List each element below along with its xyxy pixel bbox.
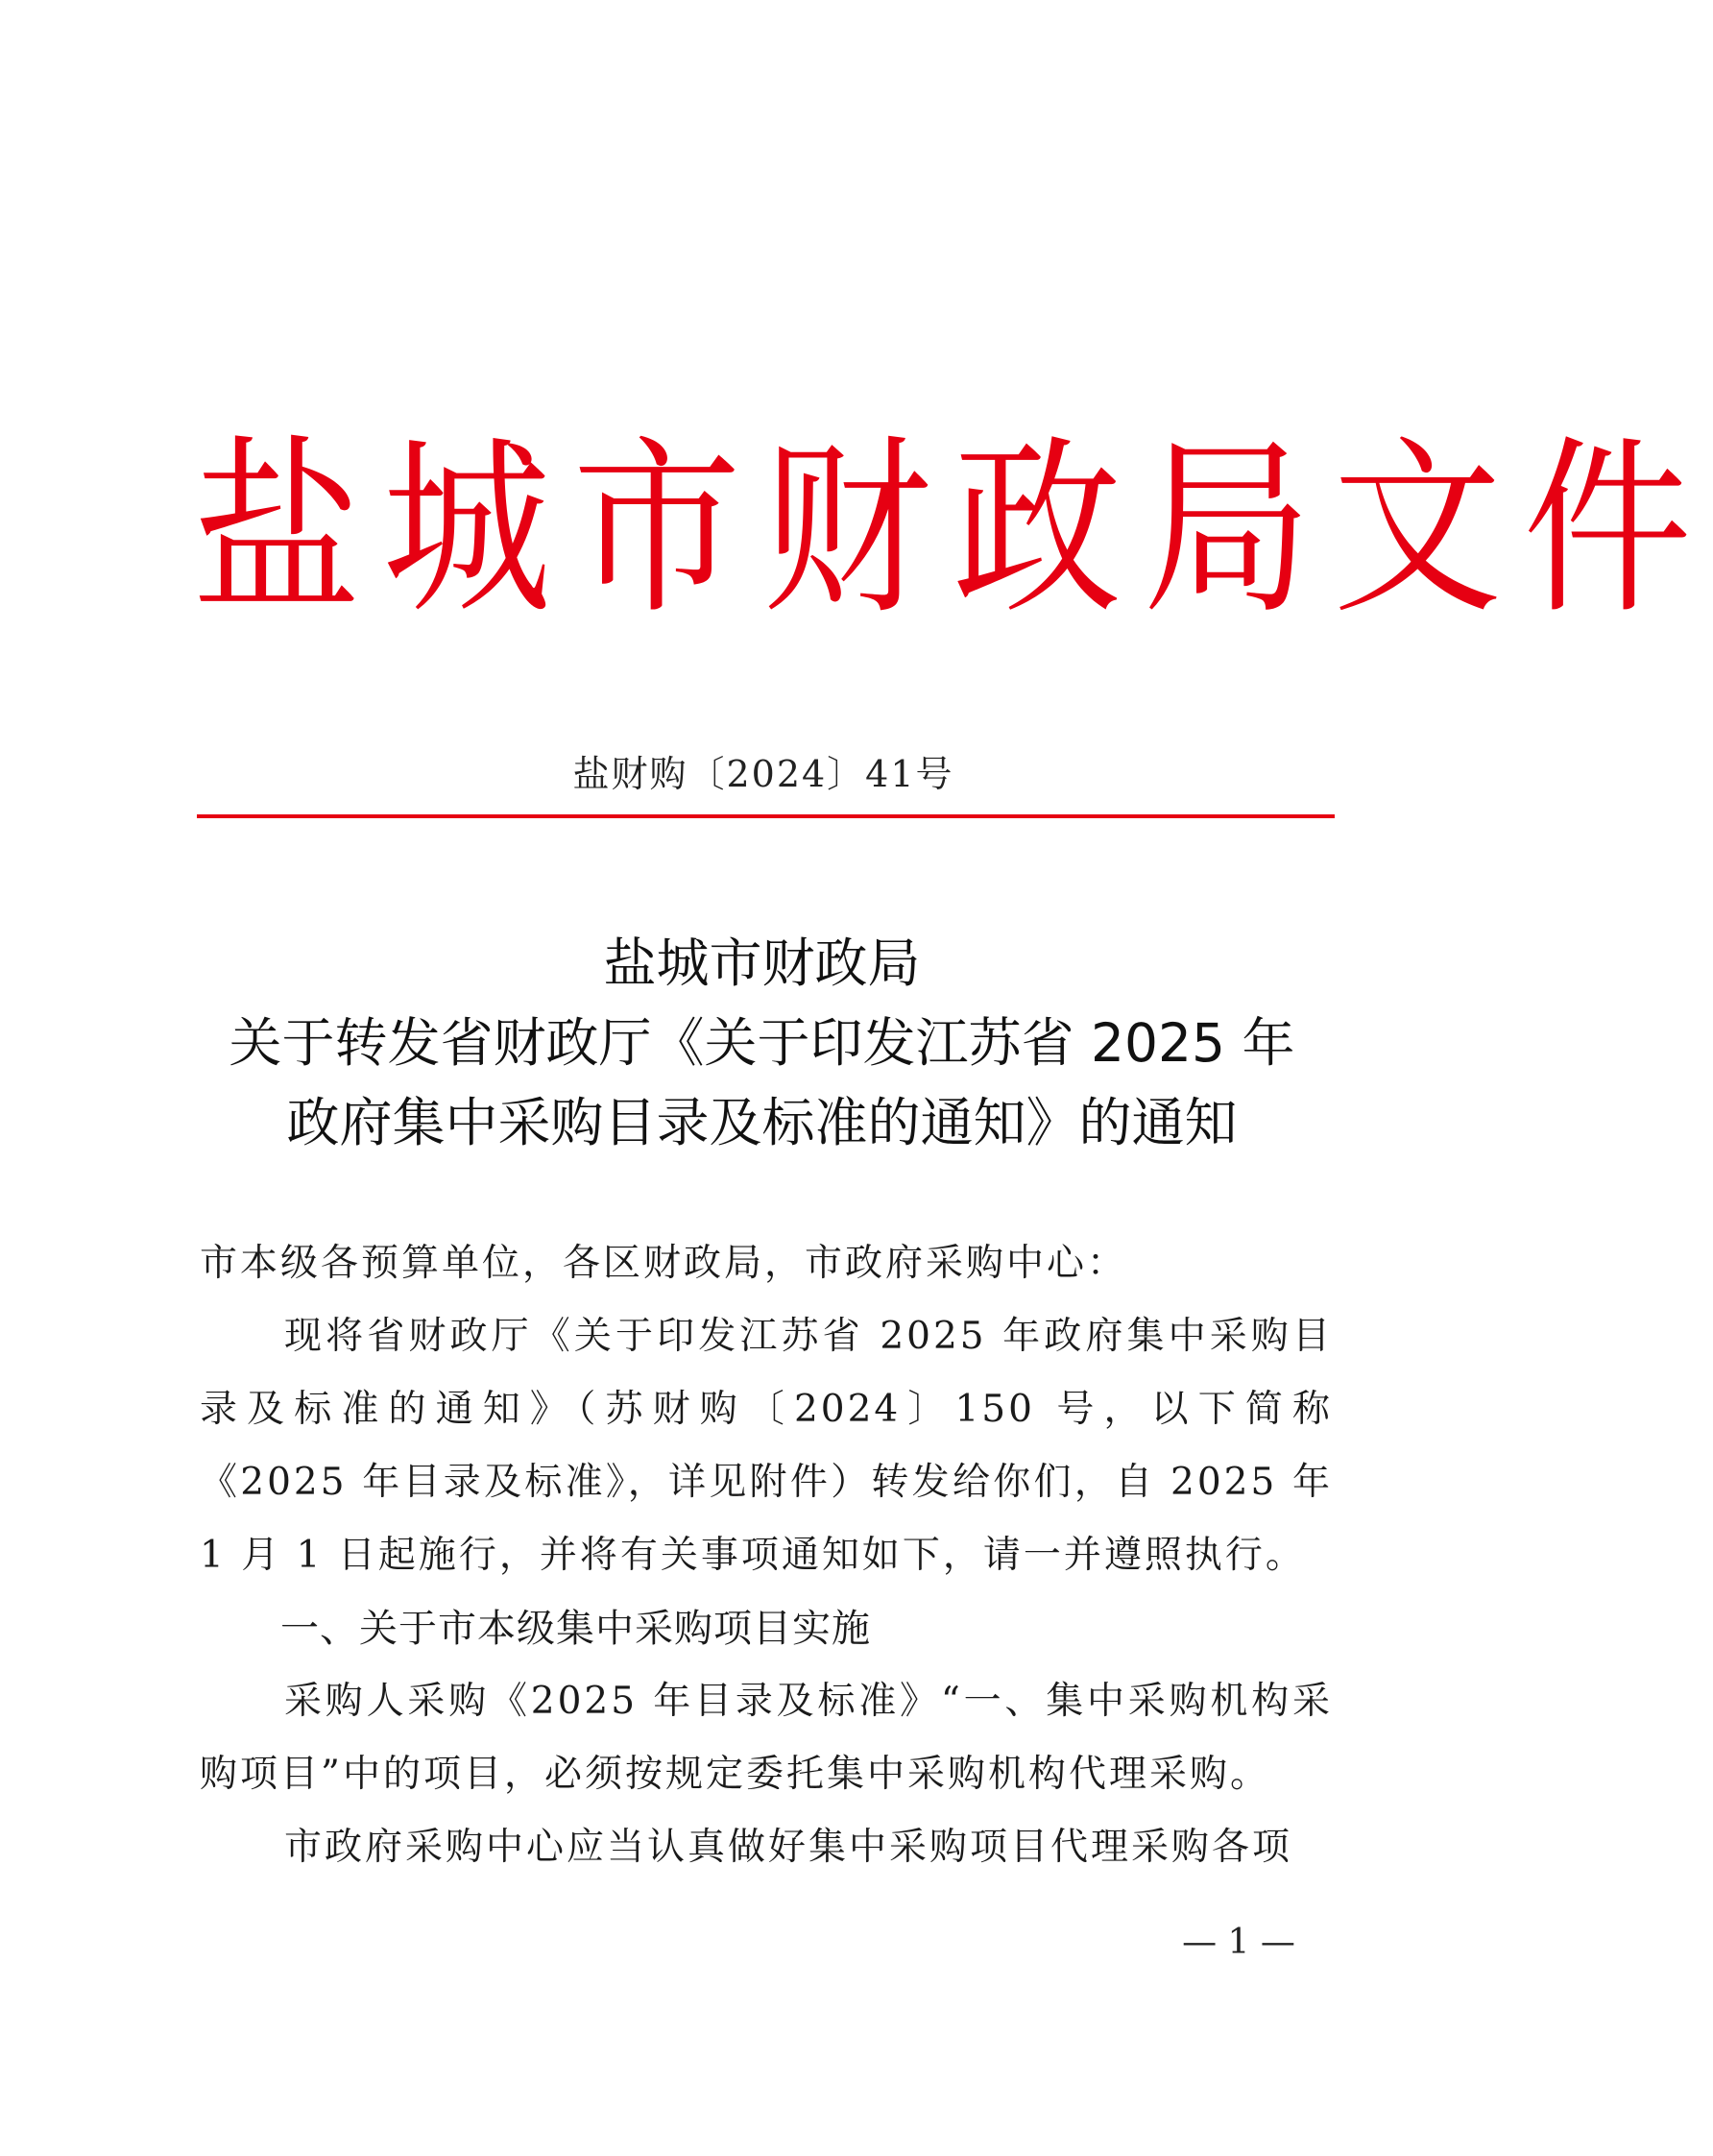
body-paragraph-3: 市政府采购中心应当认真做好集中采购项目代理采购各项 [284,1826,1293,1869]
title-line-2: 关于转发省财政厅《关于印发江苏省 2025 年 [229,1012,1295,1074]
body-paragraph-1: 现将省财政厅《关于印发江苏省 2025 年政府集中采购目录及标准的通知》（苏财购〔2024〕150 号，以下简称《2025 年目录及标准》，详见附件）转发给你们，自 2025 年 1 月 1 日起施行，并将有关事项通知如下，请一并遵照执行。 [200,1315,1333,1577]
body-paragraph-2: 采购人采购《2025 年目录及标准》“一、集中采购机构采购项目”中的项目，必须按规定委托集中采购机构代理采购。 [200,1680,1333,1796]
page-number: — 1 — [1182,1923,1295,1962]
document-title [144,924,1380,1163]
title-line-3: 政府集中采购目录及标准的通知》的通知 [286,1092,1238,1153]
salutation: 市本级各预算单位，各区财政局，市政府采购中心： [200,1242,1128,1285]
document-number: 盐财购〔2024〕41号 [572,753,954,795]
document-body [200,1227,1333,1884]
title-line-1: 盐城市财政局 [603,933,921,994]
red-divider-line [197,814,1335,818]
document-header-title: 盐城市财政局文件 [192,419,1713,641]
section-heading-1: 一、关于市本级集中采购项目实施 [280,1607,871,1651]
